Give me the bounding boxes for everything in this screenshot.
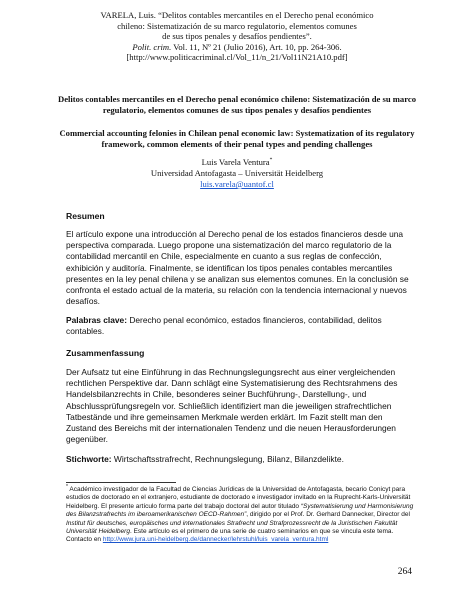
- footnote-text: Académico investigador de la Facultad de Ciencias Jurídicas de la Universidad de Antofagasta, becario Conicyt para estudios de doctorado en el extranjero, estudiante de doctorado e investigador invitado en la Ruprecht-Karls-Universität Heidelberg. El presente artículo forma parte del trabajo doctoral del autor titulado: [66, 486, 411, 510]
- footnote: [66, 483, 414, 545]
- resumen-keywords: [66, 315, 414, 337]
- resumen-body: El artículo expone una introducción al Derecho penal de los estados financieros desde una perspectiva comparada. Luego propone una sistematización del marco regulatorio de la contabilidad mercantil en Chile, especialmente en cuanto a sus reglas de confección, exhibición y auditoría. Finalmente, se identifican los tipos penales contables mercantiles presentes en la ley penal chilena y se analizan sus elementos comunes. En la conclusión se confronta el estado actual de la materia, su relación con la tendencia internacional y nuevos desafíos.: [66, 229, 409, 307]
- citation-line: VARELA, Luis. “Delitos contables mercantiles en el Derecho penal económico: [100, 10, 374, 20]
- keywords-label: Palabras clave:: [66, 315, 127, 325]
- zusammenfassung-heading: Zusammenfassung: [66, 348, 145, 358]
- stichworte-text: Wirtschaftsstrafrecht, Rechnungslegung, Bilanz, Bilanzdelikte.: [111, 454, 344, 464]
- citation-url: [http://www.politicacriminal.cl/Vol_11/n_21/Vol11N21A10.pdf]: [126, 52, 348, 63]
- footnote-text: , dirigido por el Prof. Dr. Gerhard Dannecker, Director del: [246, 511, 410, 519]
- citation-line: chileno: Sistematización de su marco regulatorio, elementos comunes: [117, 20, 357, 31]
- citation-line: de sus tipos penales y desafíos pendientes”.: [162, 31, 312, 42]
- zusammenfassung-body: Der Aufsatz tut eine Einführung in das Rechnungslegungsrecht aus einer vergleichenden rechtlichen Perspektive dar. Dann schlägt eine Systematisierung des Rechtsrahmens des Handelsbilanzrechts in Chile, besonderes seiner Buchführung-, Darstellung-, und Abschlussprüfungsregeln vor. Schließlich identifiziert man die jeweiligen strafrechtlichen Tatbestände und ihre gemeinsamen Merkmale werden erklärt. Im Fazit stellt man den Zustand des Bereichs mit der internationalen Tendenz und die neuen Herausforderungen gegenüber.: [66, 367, 398, 445]
- page-number: 264: [397, 567, 412, 577]
- footnote-divider: [66, 482, 176, 483]
- author-affiliation: Universidad Antofagasta – Universität Heidelberg: [150, 168, 324, 178]
- author-footnote-mark[interactable]: *: [269, 157, 273, 164]
- keywords-text: Derecho penal económico, estados financieros, contabilidad, delitos contables.: [66, 315, 382, 337]
- stichworte: [66, 454, 414, 465]
- title-spanish: Delitos contables mercantiles en el Derecho penal económico chileno: Sistematización de su marco regulatorio, elementos comunes de sus tipos penales y desafíos pendientes: [57, 94, 417, 115]
- footnote-contact-link[interactable]: http://www.jura.uni-heidelberg.de/dannecker/lehrstuhl/luis_varela_ventura.html: [102, 536, 329, 544]
- resumen-heading: Resumen: [66, 211, 105, 221]
- footnote-thesis-title: “Systematisierung und Harmonisierung des Bilanzstrafrechts im iberoamerikanischen OECD-Rahmen”: [66, 502, 414, 519]
- author-block: [40, 157, 434, 190]
- footnote-mark: *: [66, 483, 68, 490]
- footnote-text: . Este artículo es el primero de una serie de cuatro seminarios en que se vincula este tema. Contacto en: [66, 528, 394, 544]
- citation-header: [40, 10, 434, 63]
- author-name-line: [40, 157, 434, 168]
- stichworte-label: Stichworte:: [66, 454, 112, 464]
- citation-line: [40, 42, 434, 53]
- title-english: Commercial accounting felonies in Chilean penal economic law: Systematization of its regulatory framework, common elements of their penal types and pending challenges: [59, 128, 415, 149]
- journal-name: Polit. crim.: [132, 41, 172, 52]
- author-name: Luis Varela Ventura: [201, 157, 270, 167]
- author-email-link[interactable]: luis.varela@uantof.cl: [200, 179, 274, 189]
- footnote-institute: Institut für deutsches, europäisches und internationales Strafrecht und Strafprozessrecht de la Juristischen Fakultät Universität Heidelberg: [66, 519, 398, 536]
- citation-details: Vol. 11, Nº 21 (Julio 2016), Art. 10, pp. 264-306.: [171, 41, 342, 52]
